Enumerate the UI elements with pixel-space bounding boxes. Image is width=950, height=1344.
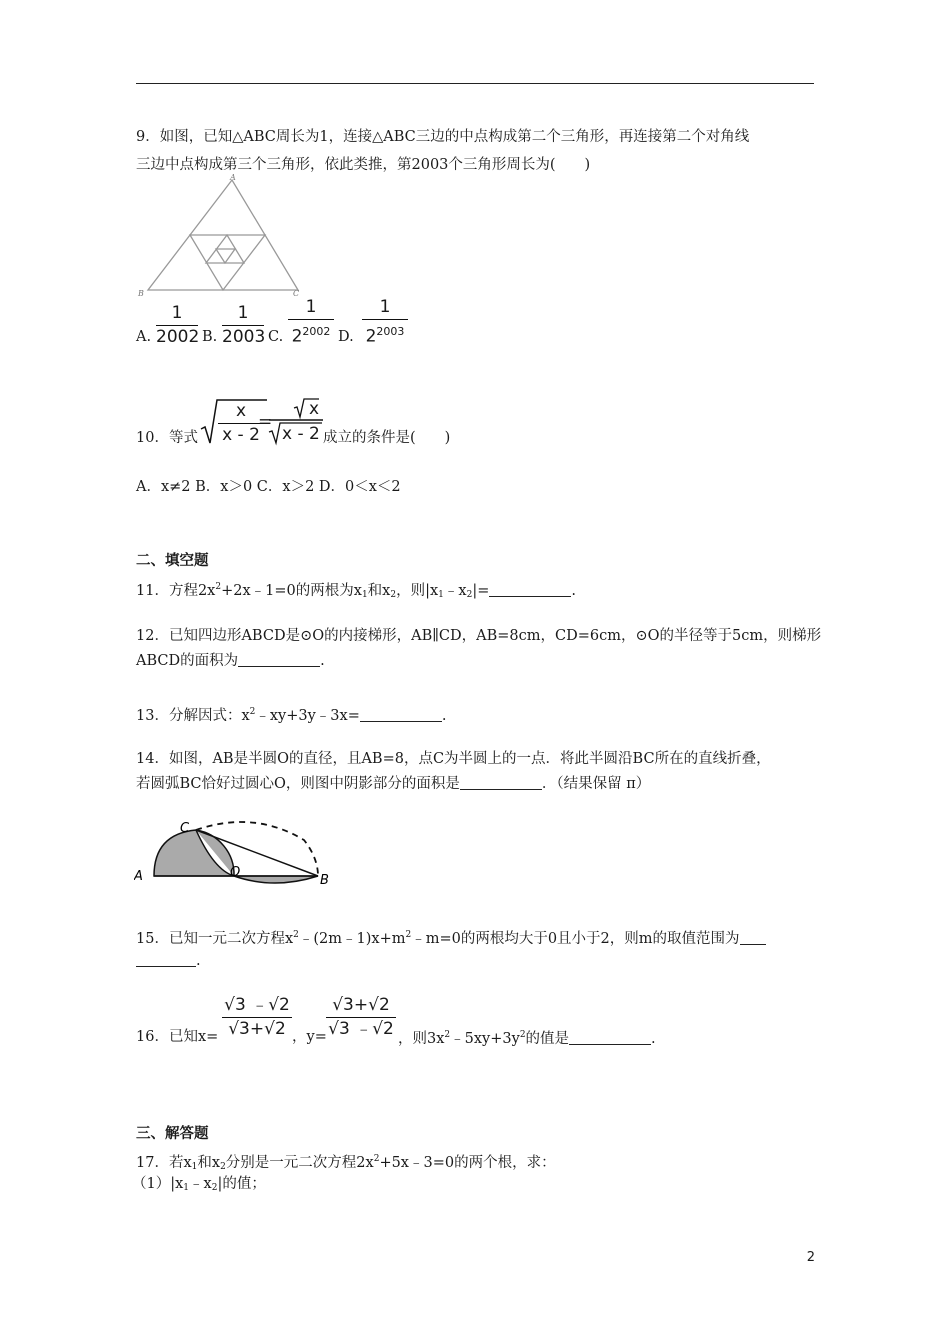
- q10-frac2-num: x: [309, 399, 320, 419]
- page-number: 2: [806, 1250, 815, 1265]
- q17-text: 17．若$x_1$和$x_2$分别是一元二次方程$2x^2+5x﹣3=0$的两个根，求：: [136, 1154, 556, 1172]
- q10-fraction-1: x x - 2: [218, 402, 264, 445]
- label-o: O: [230, 865, 241, 880]
- q9-option-a-fraction: 1 2002: [156, 303, 200, 347]
- q9-line2: 三边中点构成第三个三角形，依此类推，第2003个三角形周长为( ): [136, 157, 591, 173]
- q9-option-c-fraction: 1 $2^{2002}$: [288, 298, 334, 347]
- q9-option-d-label: D.: [338, 329, 354, 345]
- q16-y-fraction: √3+√2 √3 ﹣√2: [326, 996, 396, 1039]
- q16-prefix: 16．已知x=: [136, 1029, 219, 1045]
- answer-blank: [740, 930, 766, 945]
- q9-option-d-fraction: 1 $2^{2003}$: [362, 298, 408, 347]
- answer-blank: [460, 775, 542, 790]
- q10-equals: =: [258, 412, 273, 432]
- q12-line1: 12．已知四边形ABCD是⊙O的内接梯形，AB∥CD，AB=8cm，CD=6cm，⊙O的半径等于5cm，则梯形: [136, 628, 822, 644]
- q10-suffix: 成立的条件是( ): [323, 430, 451, 446]
- label-c: C: [293, 289, 300, 298]
- q13-text: 13．分解因式：$x^2﹣xy+3y﹣3x=$ .: [136, 707, 447, 724]
- q10-options: A．x≠2 B．x＞0 C．x＞2 D．0＜x＜2: [136, 479, 401, 495]
- q11-text: 11．方程$2x^2+2x﹣1=0$的两根为$x_1$和$x_2$，则$|x_1﹣x_2|=$ .: [136, 582, 576, 600]
- answer-blank-cont: [136, 952, 196, 967]
- q17-part1: $(1)|x_1﹣x_2|$的值；: [132, 1176, 266, 1193]
- answer-blank: [360, 707, 442, 722]
- nested-triangle-figure: [136, 172, 306, 300]
- label-a: A: [230, 173, 236, 182]
- label-a: A: [134, 869, 143, 884]
- q9-option-b-fraction: 1 2003: [222, 303, 266, 347]
- q9-option-c-label: C.: [268, 329, 284, 345]
- answer-blank: [238, 652, 320, 667]
- answer-blank: [569, 1030, 651, 1045]
- q16-x-fraction: √3 ﹣√2 √3+√2: [222, 996, 292, 1039]
- label-b: B: [138, 289, 144, 298]
- header-rule: [136, 83, 814, 84]
- q14-line2: 若圆弧BC恰好过圆心O，则图中阴影部分的面积是 ．（结果保留 π）: [136, 776, 651, 792]
- q16-text: ，则$3x^2﹣5xy+3y^2$的值是 .: [398, 1030, 656, 1047]
- q9-line1: 9．如图，已知△ABC周长为1，连接△ABC三边的中点构成第二个三角形，再连接第二个对角线: [136, 129, 750, 145]
- q12-line2: ABCD的面积为 .: [136, 653, 325, 669]
- q9-option-b-label: B.: [202, 329, 218, 345]
- triangle-fourth: [216, 249, 235, 263]
- section-fill-in-title: 二、填空题: [136, 552, 209, 569]
- q10-frac2-den: x - 2: [282, 424, 320, 444]
- q15-line2: .: [136, 951, 201, 971]
- q16-mid: ，y=: [292, 1029, 327, 1045]
- q9-option-a-label: A.: [136, 329, 152, 345]
- q10-prefix: 10．等式: [136, 430, 198, 446]
- semicircle-fold-figure: [134, 818, 334, 890]
- label-b: B: [320, 873, 329, 888]
- answer-blank: [489, 582, 571, 597]
- q15-text: 15．已知一元二次方程$x^2﹣(2m﹣1)x+m^2﹣m=0$的两根均大于0且小于2，则m的取值范围为: [136, 925, 766, 949]
- q14-line1: 14．如图，AB是半圆O的直径，且AB=8，点C为半圆上的一点．将此半圆沿BC所在的直线折叠，: [136, 751, 771, 767]
- label-c: C: [180, 821, 190, 836]
- section-solve-title: 三、解答题: [136, 1125, 209, 1142]
